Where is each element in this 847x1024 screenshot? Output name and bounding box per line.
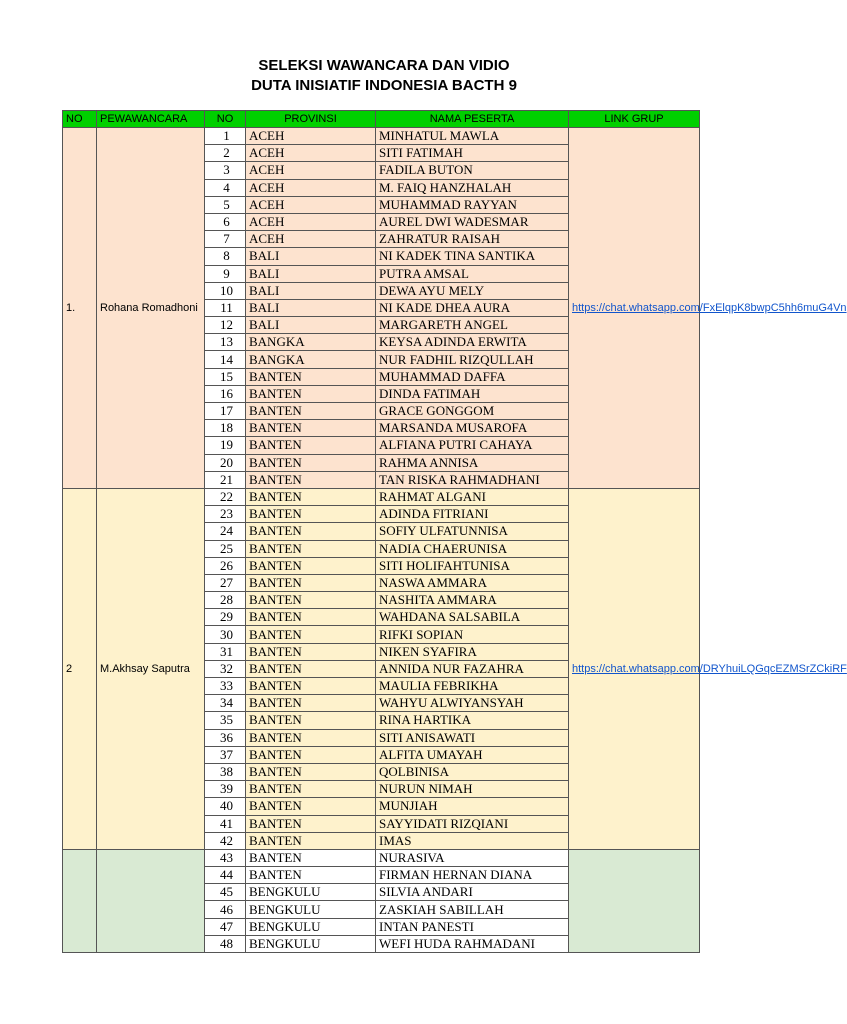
participant-number: 30 bbox=[205, 626, 246, 643]
interviewer-name: Rohana Romadhoni bbox=[97, 128, 205, 489]
participant-number: 3 bbox=[205, 162, 246, 179]
participant-name: ALFITA UMAYAH bbox=[376, 746, 569, 763]
participant-number: 7 bbox=[205, 231, 246, 248]
province: BANTEN bbox=[246, 592, 376, 609]
province: ACEH bbox=[246, 162, 376, 179]
participant-name: M. FAIQ HANZHALAH bbox=[376, 179, 569, 196]
participant-number: 47 bbox=[205, 918, 246, 935]
participants-table bbox=[62, 110, 847, 953]
participant-number: 44 bbox=[205, 867, 246, 884]
participant-number: 41 bbox=[205, 815, 246, 832]
participant-name: FADILA BUTON bbox=[376, 162, 569, 179]
province: BENGKULU bbox=[246, 918, 376, 935]
participant-number: 6 bbox=[205, 213, 246, 230]
province: BANTEN bbox=[246, 626, 376, 643]
group-link-cell bbox=[569, 488, 847, 849]
province: BANTEN bbox=[246, 763, 376, 780]
interviewer-name bbox=[97, 849, 205, 952]
participant-number: 22 bbox=[205, 488, 246, 505]
province: BANTEN bbox=[246, 368, 376, 385]
participant-name: RAHMAT ALGANI bbox=[376, 488, 569, 505]
table-row bbox=[63, 488, 700, 505]
participant-name: PUTRA AMSAL bbox=[376, 265, 569, 282]
province: BANTEN bbox=[246, 506, 376, 523]
header-link-grup: LINK GRUP bbox=[569, 111, 700, 128]
province: BANTEN bbox=[246, 609, 376, 626]
participant-number: 37 bbox=[205, 746, 246, 763]
participant-number: 29 bbox=[205, 609, 246, 626]
province: BENGKULU bbox=[246, 901, 376, 918]
participant-name: ALFIANA PUTRI CAHAYA bbox=[376, 437, 569, 454]
header-nama-peserta: NAMA PESERTA bbox=[376, 111, 569, 128]
participant-number: 40 bbox=[205, 798, 246, 815]
group-number: 1. bbox=[63, 128, 97, 489]
whatsapp-group-link[interactable]: https://chat.whatsapp.com/FxElqpK8bwpC5hh6muG4Vn bbox=[572, 301, 847, 314]
participant-name: MUHAMMAD RAYYAN bbox=[376, 196, 569, 213]
participant-number: 35 bbox=[205, 712, 246, 729]
province: BANTEN bbox=[246, 437, 376, 454]
province: ACEH bbox=[246, 196, 376, 213]
group-link-cell bbox=[569, 849, 700, 952]
participant-name: NUR FADHIL RIZQULLAH bbox=[376, 351, 569, 368]
participant-name: SITI FATIMAH bbox=[376, 145, 569, 162]
header-provinsi: PROVINSI bbox=[246, 111, 376, 128]
participant-number: 38 bbox=[205, 763, 246, 780]
participant-number: 26 bbox=[205, 557, 246, 574]
participant-name: NASWA AMMARA bbox=[376, 574, 569, 591]
province: BANTEN bbox=[246, 746, 376, 763]
province: BANTEN bbox=[246, 815, 376, 832]
participant-name: TAN RISKA RAHMADHANI bbox=[376, 471, 569, 488]
document-title: SELEKSI WAWANCARA DAN VIDIO bbox=[258, 57, 510, 74]
participant-name: NASHITA AMMARA bbox=[376, 592, 569, 609]
participant-name: RAHMA ANNISA bbox=[376, 454, 569, 471]
header-row bbox=[63, 111, 700, 128]
participant-name: AUREL DWI WADESMAR bbox=[376, 213, 569, 230]
participant-name: INTAN PANESTI bbox=[376, 918, 569, 935]
participant-name: DEWA AYU MELY bbox=[376, 282, 569, 299]
participant-number: 27 bbox=[205, 574, 246, 591]
participant-name: NURUN NIMAH bbox=[376, 781, 569, 798]
participant-number: 14 bbox=[205, 351, 246, 368]
province: ACEH bbox=[246, 179, 376, 196]
participant-number: 42 bbox=[205, 832, 246, 849]
participant-name: GRACE GONGGOM bbox=[376, 403, 569, 420]
participant-name: SOFIY ULFATUNNISA bbox=[376, 523, 569, 540]
interviewer-name: M.Akhsay Saputra bbox=[97, 488, 205, 849]
participant-name: NURASIVA bbox=[376, 849, 569, 866]
group-number: 2 bbox=[63, 488, 97, 849]
participant-number: 45 bbox=[205, 884, 246, 901]
province: BALI bbox=[246, 317, 376, 334]
participant-name: MARGARETH ANGEL bbox=[376, 317, 569, 334]
participant-name: SITI ANISAWATI bbox=[376, 729, 569, 746]
province: BANTEN bbox=[246, 454, 376, 471]
header-pewawancara: PEWAWANCARA bbox=[97, 111, 205, 128]
participant-name: QOLBINISA bbox=[376, 763, 569, 780]
participant-name: RIFKI SOPIAN bbox=[376, 626, 569, 643]
participant-number: 11 bbox=[205, 299, 246, 316]
province: BANTEN bbox=[246, 867, 376, 884]
participant-name: SAYYIDATI RIZQIANI bbox=[376, 815, 569, 832]
province: BANTEN bbox=[246, 403, 376, 420]
province: BANTEN bbox=[246, 471, 376, 488]
province: BALI bbox=[246, 282, 376, 299]
participant-name: NIKEN SYAFIRA bbox=[376, 643, 569, 660]
participant-name: MINHATUL MAWLA bbox=[376, 128, 569, 145]
province: BENGKULU bbox=[246, 935, 376, 952]
province: ACEH bbox=[246, 213, 376, 230]
province: BALI bbox=[246, 299, 376, 316]
province: BANTEN bbox=[246, 574, 376, 591]
participant-number: 28 bbox=[205, 592, 246, 609]
participant-name: FIRMAN HERNAN DIANA bbox=[376, 867, 569, 884]
participant-number: 24 bbox=[205, 523, 246, 540]
province: BANTEN bbox=[246, 385, 376, 402]
header-no-peserta: NO bbox=[205, 111, 246, 128]
header-no: NO bbox=[63, 111, 97, 128]
participant-number: 4 bbox=[205, 179, 246, 196]
province: BANTEN bbox=[246, 488, 376, 505]
group-number bbox=[63, 849, 97, 952]
participant-number: 16 bbox=[205, 385, 246, 402]
participant-number: 13 bbox=[205, 334, 246, 351]
group-link-cell bbox=[569, 128, 847, 489]
participant-number: 46 bbox=[205, 901, 246, 918]
participant-name: WAHYU ALWIYANSYAH bbox=[376, 695, 569, 712]
participant-name: MAULIA FEBRIKHA bbox=[376, 678, 569, 695]
participant-name: IMAS bbox=[376, 832, 569, 849]
province: BANTEN bbox=[246, 729, 376, 746]
participant-name: SITI HOLIFAHTUNISA bbox=[376, 557, 569, 574]
participant-name: WAHDANA SALSABILA bbox=[376, 609, 569, 626]
participant-name: DINDA FATIMAH bbox=[376, 385, 569, 402]
participant-number: 31 bbox=[205, 643, 246, 660]
participant-number: 36 bbox=[205, 729, 246, 746]
participant-number: 17 bbox=[205, 403, 246, 420]
participant-number: 12 bbox=[205, 317, 246, 334]
province: ACEH bbox=[246, 128, 376, 145]
participant-number: 32 bbox=[205, 660, 246, 677]
province: BALI bbox=[246, 265, 376, 282]
province: BANGKA bbox=[246, 351, 376, 368]
whatsapp-group-link[interactable]: https://chat.whatsapp.com/DRYhuiLQGqcEZMSrZCkiRF bbox=[572, 662, 847, 675]
participant-number: 48 bbox=[205, 935, 246, 952]
province: BANTEN bbox=[246, 832, 376, 849]
province: ACEH bbox=[246, 231, 376, 248]
participant-number: 8 bbox=[205, 248, 246, 265]
table-row bbox=[63, 849, 700, 866]
province: BANTEN bbox=[246, 643, 376, 660]
participant-name: ZAHRATUR RAISAH bbox=[376, 231, 569, 248]
participant-name: ADINDA FITRIANI bbox=[376, 506, 569, 523]
participant-name: NI KADEK TINA SANTIKA bbox=[376, 248, 569, 265]
table-row bbox=[63, 128, 700, 145]
province: BANTEN bbox=[246, 781, 376, 798]
province: BANTEN bbox=[246, 678, 376, 695]
participant-name: ANNIDA NUR FAZAHRA bbox=[376, 660, 569, 677]
participant-number: 33 bbox=[205, 678, 246, 695]
participant-number: 19 bbox=[205, 437, 246, 454]
participant-number: 34 bbox=[205, 695, 246, 712]
participant-number: 21 bbox=[205, 471, 246, 488]
participant-number: 18 bbox=[205, 420, 246, 437]
participant-name: MARSANDA MUSAROFA bbox=[376, 420, 569, 437]
province: BANTEN bbox=[246, 660, 376, 677]
province: BANTEN bbox=[246, 540, 376, 557]
participant-number: 43 bbox=[205, 849, 246, 866]
participant-number: 23 bbox=[205, 506, 246, 523]
province: BENGKULU bbox=[246, 884, 376, 901]
table-body bbox=[63, 128, 847, 953]
participant-number: 25 bbox=[205, 540, 246, 557]
province: BANTEN bbox=[246, 523, 376, 540]
province: BANTEN bbox=[246, 849, 376, 866]
province: ACEH bbox=[246, 145, 376, 162]
participant-number: 15 bbox=[205, 368, 246, 385]
participant-name: KEYSA ADINDA ERWITA bbox=[376, 334, 569, 351]
province: BALI bbox=[246, 248, 376, 265]
participant-name: WEFI HUDA RAHMADANI bbox=[376, 935, 569, 952]
participant-name: RINA HARTIKA bbox=[376, 712, 569, 729]
province: BANTEN bbox=[246, 798, 376, 815]
participant-number: 20 bbox=[205, 454, 246, 471]
participant-name: ZASKIAH SABILLAH bbox=[376, 901, 569, 918]
participant-number: 10 bbox=[205, 282, 246, 299]
participant-name: NI KADE DHEA AURA bbox=[376, 299, 569, 316]
participant-number: 39 bbox=[205, 781, 246, 798]
participant-number: 1 bbox=[205, 128, 246, 145]
document-subtitle: DUTA INISIATIF INDONESIA BACTH 9 bbox=[251, 77, 517, 94]
province: BANTEN bbox=[246, 695, 376, 712]
participant-name: SILVIA ANDARI bbox=[376, 884, 569, 901]
province: BANTEN bbox=[246, 712, 376, 729]
participant-name: NADIA CHAERUNISA bbox=[376, 540, 569, 557]
province: BANGKA bbox=[246, 334, 376, 351]
participant-number: 9 bbox=[205, 265, 246, 282]
participant-number: 2 bbox=[205, 145, 246, 162]
province: BANTEN bbox=[246, 557, 376, 574]
participant-number: 5 bbox=[205, 196, 246, 213]
participant-name: MUHAMMAD DAFFA bbox=[376, 368, 569, 385]
participant-name: MUNJIAH bbox=[376, 798, 569, 815]
province: BANTEN bbox=[246, 420, 376, 437]
